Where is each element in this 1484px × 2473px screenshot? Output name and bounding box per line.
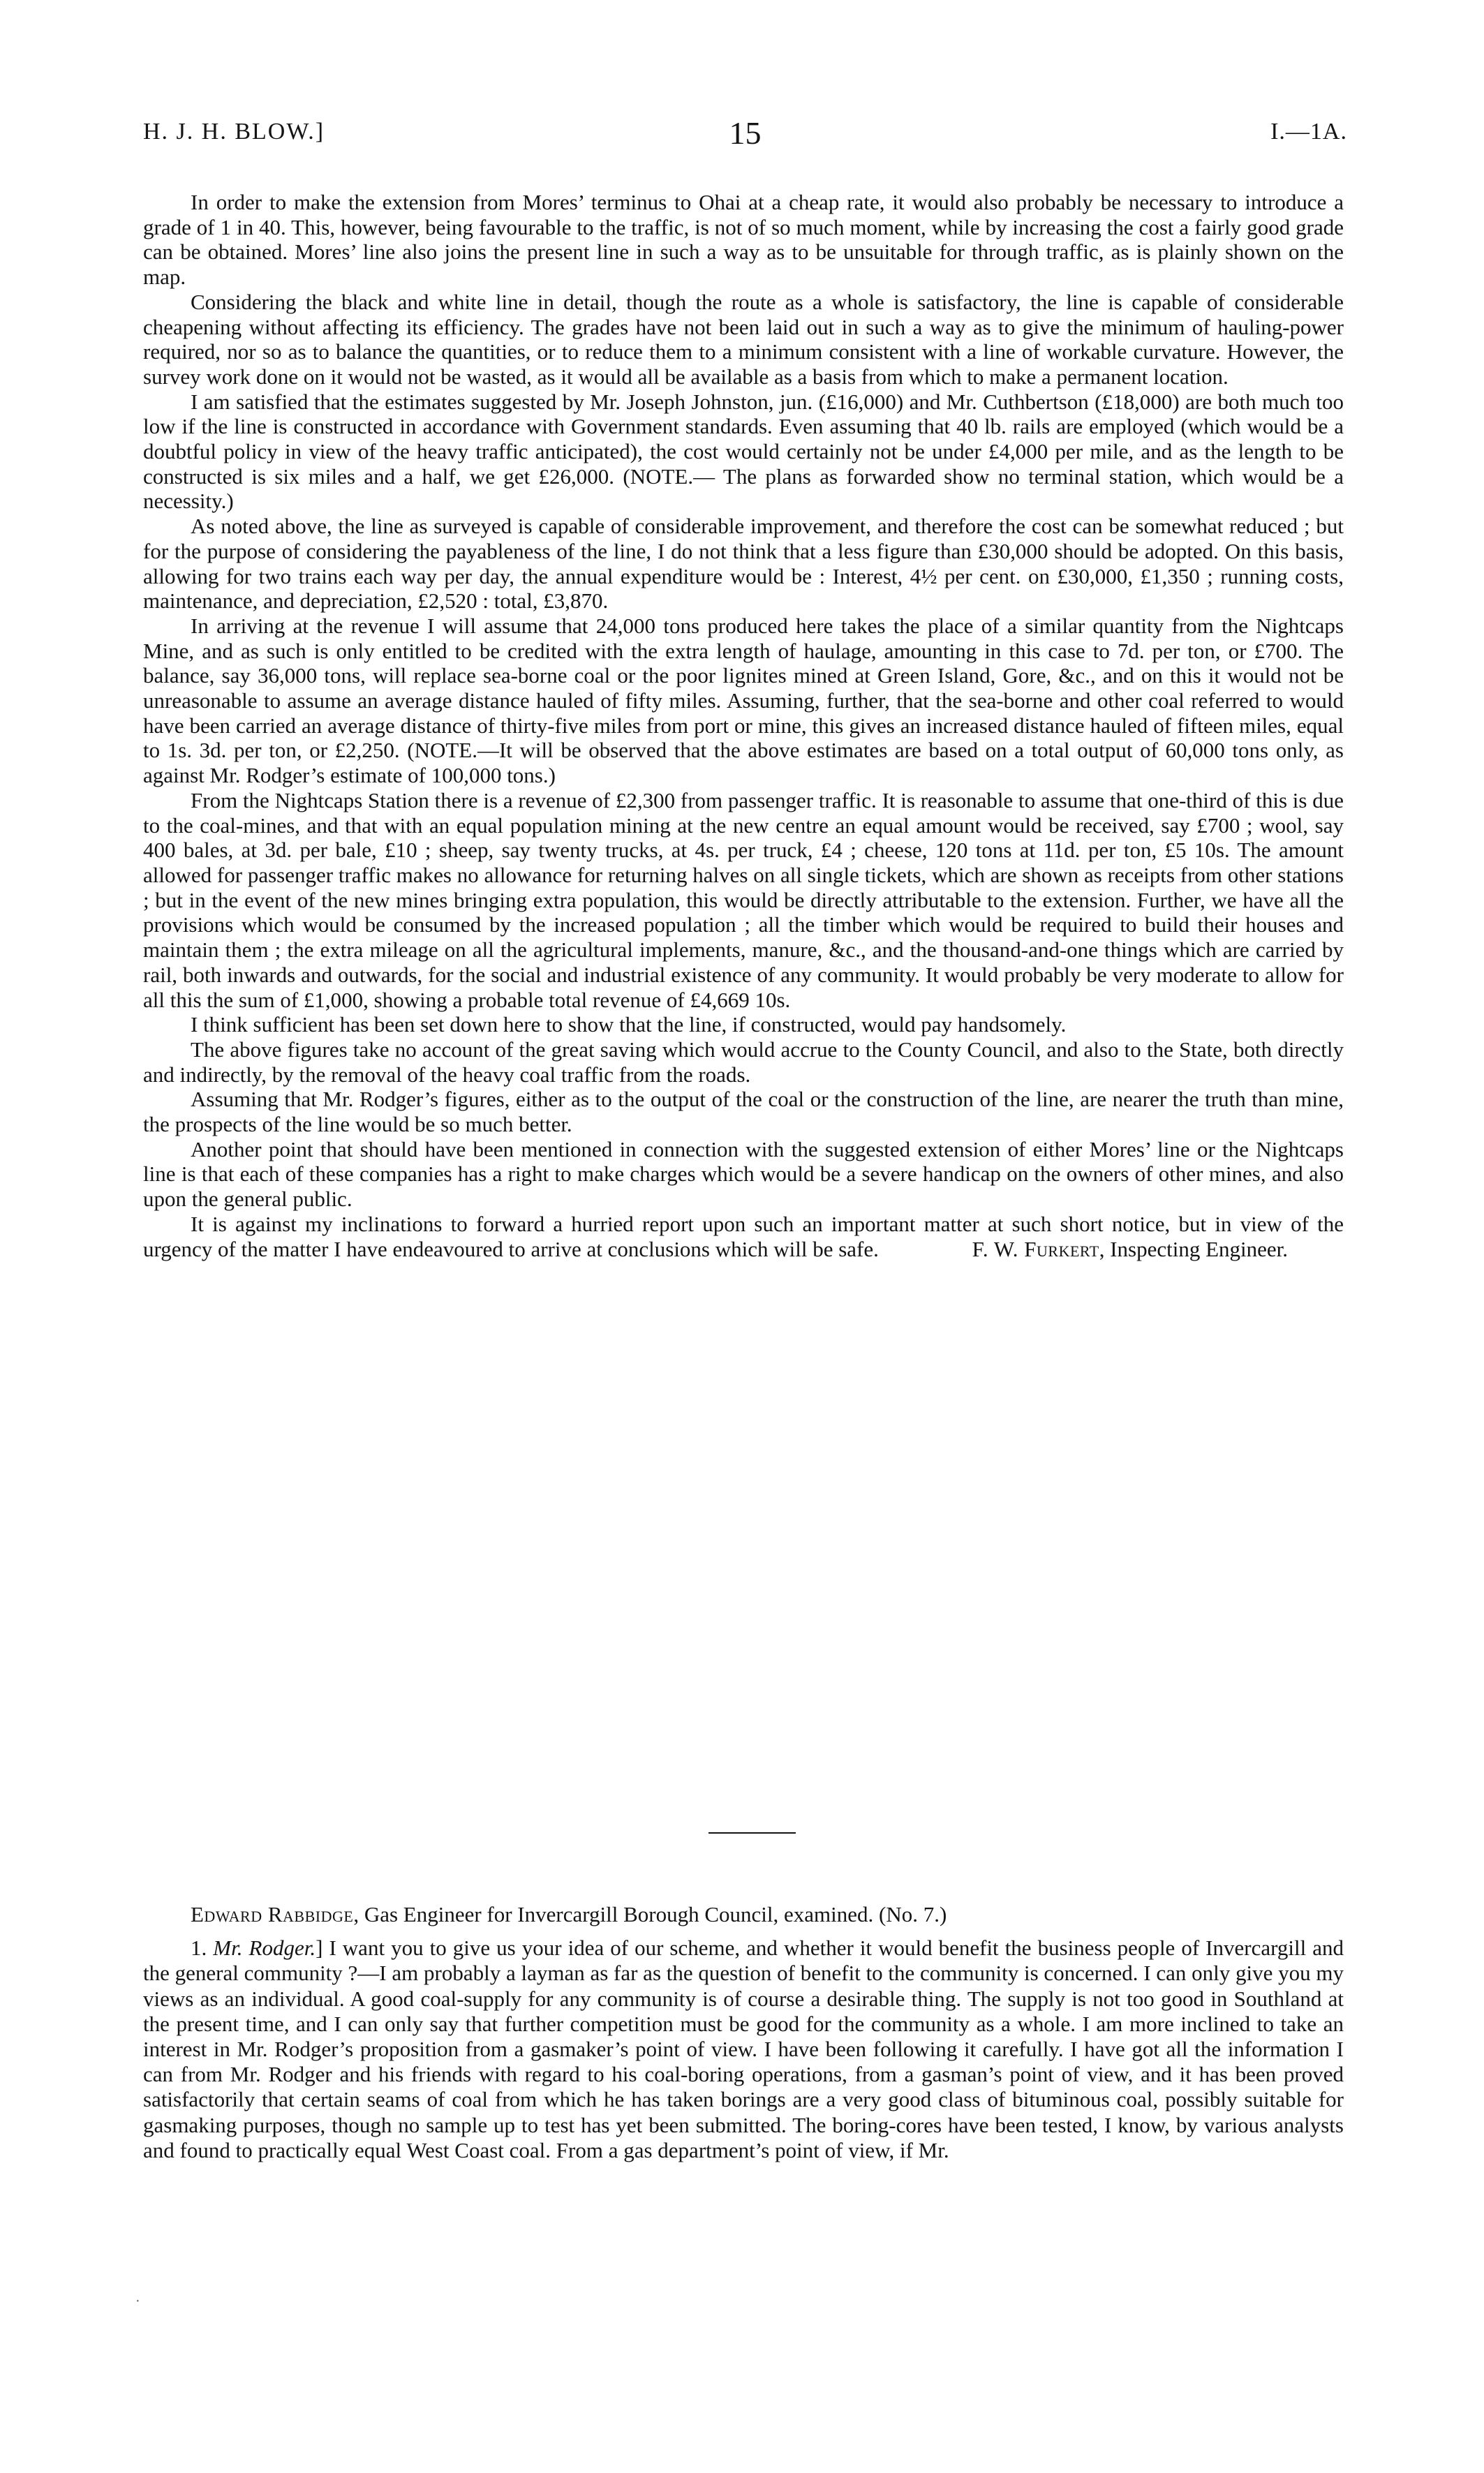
paragraph: I am satisfied that the estimates suggested by Mr. Joseph Johnston, jun. (£16,000) and Mr. Cuthbertson (£18,000) are both much too low if the line is constructed in accordance with Government standards. Even assuming that 40 lb. rails are employed (which would be a doubtful policy in view of the heavy traffic anticipated), the cost would certainly not be under £4,000 per mile, and as the length to be constructed is six miles and a half, we get £26,000. (NOTE.— The plans as forwarded show no terminal station, which would be a necessity.) [143,389,1344,514]
page-number: 15 [729,115,762,151]
closing-text: It is against my inclinations to forward a hurried report upon such an important matter at such short notice, but in view of the urgency of the matter I have endeavoured to arrive at conclusions which will be safe. [143,1211,1344,1261]
signature [925,1237,1288,1262]
question-number: 1. [191,1936,207,1961]
paragraph: From the Nightcaps Station there is a revenue of £2,300 from passenger traffic. It is reasonable to assume that one-third of this is due to the coal-mines, and that with an equal population mining at the new centre an equal amount would be received, say £700 ; wool, say 400 bales, at 3d. per bale, £10 ; sheep, say twenty trucks, at 4s. per truck, £4 ; cheese, 120 tons at 11d. per ton, £5 10s. The amount allowed for passenger traffic makes no allowance for returning halves on all single tickets, which are shown as receipts from other stations ; but in the event of the new mines bringing extra population, this would be directly attributable to the extension. Further, we have all the provisions which would be consumed by the increased population ; all the timber which would be required to build their houses and maintain them ; the extra mileage on all the agricultural implements, manure, &c., and the thousand-and-one things which are carried by rail, both inwards and outwards, for the social and industrial existence of any community. It would probably be very moderate to allow for all this the sum of £1,000, showing a probable total revenue of £4,669 10s. [143,787,1344,1012]
paragraph: Considering the black and white line in detail, though the route as a whole is satisfactory, the line is capable of considerable cheapening without affecting its efficiency. The grades have not been laid out in such a way as to give the minimum of hauling-power required, nor so as to balance the quantities, or to reduce them to a minimum consistent with a line of workable curvature. However, the survey work done on it would not be wasted, as it would all be available as a basis from which to make a permanent location. [143,289,1344,389]
paragraph: In order to make the extension from Mores’ terminus to Ohai at a cheap rate, it would also probably be necessary to introduce a grade of 1 in 40. This, however, being favourable to the traffic, is not of so much moment, while by increasing the cost a fairly good grade can be obtained. Mores’ line also joins the present line in such a way as to be unsuitable for through traffic, as is plainly shown on the map. [143,190,1344,290]
paragraph: In arriving at the revenue I will assume that 24,000 tons produced here takes the place of a similar quantity from the Nightcaps Mine, and as such is only entitled to be credited with the extra length of haulage, amounting in this case to 7d. per ton, or £700. The balance, say 36,000 tons, will replace sea-borne coal or the poor lignites mined at Green Island, Gore, &c., and on this it would not be unreasonable to assume an average distance hauled of fifty miles. Assuming, further, that the sea-borne and other coal referred to would have been carried an average distance of thirty-five miles from port or mine, this gives an increased distance hauled of fifteen miles, equal to 1s. 3d. per ton, or £2,250. (NOTE.—It will be observed that the above estimates are based on a total output of 60,000 tons only, as against Mr. Rodger’s estimate of 100,000 tons.) [143,613,1344,788]
examination-section [143,1902,1344,2163]
signature-name: F. W. Furkert [972,1236,1099,1261]
document-reference: I.—1A. [1270,119,1347,144]
header-author: H. J. H. BLOW.] [143,119,325,144]
page-header [143,115,1347,161]
witness-description: , Gas Engineer for Invercargill Borough Council, examined. (No. 7.) [353,1902,947,1926]
paragraph: Another point that should have been mentioned in connection with the suggested extension of either Mores’ line or the Nightcaps line is that each of these companies has a right to make charges which would be a severe handicap on the owners of other mines, and also upon the general public. [143,1136,1344,1212]
witness-heading [143,1902,1344,1927]
signature-title: , Inspecting Engineer. [1099,1236,1288,1261]
witness-name: Edward Rabbidge [191,1902,354,1926]
paragraph: I think sufficient has been set down here to show that the line, if constructed, would pay handsomely. [191,1012,1067,1037]
paragraph: As noted above, the line as surveyed is capable of considerable improvement, and therefore the cost can be somewhat reduced ; but for the purpose of considering the payableness of the line, I do not think that a less figure than £30,000 should be adopted. On this basis, allowing for two trains each way per day, the annual expenditure would be : Interest, 4½ per cent. on £30,000, £1,350 ; running costs, maintenance, and depreciation, £2,520 : total, £3,870. [143,514,1344,614]
question-text: ] I want you to give us your idea of our scheme, and whether it would benefit the business people of Invercargill and the general community ?—I am probably a layman as far as the question of benefit to the community is concerned. I can only give you my views as an individual. A good coal-supply for any community is of course a desirable thing. The supply is not too good in Southland at the present time, and I can only say that further competition must be good for the community as a whole. I am more inclined to take an interest in Mr. Rodger’s proposition from a gasmaker’s point of view. I have been following it carefully. I have got all the information I can from Mr. Rodger and his friends with regard to his coal-boring operations, from a gasman’s point of view, and it has been proved satisfactorily that certain seams of coal from which he has taken borings are a very good class of bituminous coal, possibly suitable for gasmaking purposes, though no sample up to test has yet been submitted. The boring-cores have been tested, I know, by various analysts and found to practically equal West Coast coal. From a gas department’s point of view, if Mr. [143,1936,1344,2162]
paragraph: Assuming that Mr. Rodger’s figures, either as to the output of the coal or the construction of the line, are nearer the truth than mine, the prospects of the line would be so much better. [143,1087,1344,1137]
closing-paragraph [143,1212,1344,1261]
report-body [143,190,1344,1261]
section-divider [708,1832,796,1834]
page-speck: · [135,2294,140,2309]
question-answer [143,1936,1344,2163]
paragraph: The above figures take no account of the great saving which would accrue to the County Council, and also to the State, both directly and indirectly, by the removal of the heavy coal traffic from the roads. [143,1037,1344,1087]
question-speaker: Mr. Rodger. [213,1936,316,1961]
